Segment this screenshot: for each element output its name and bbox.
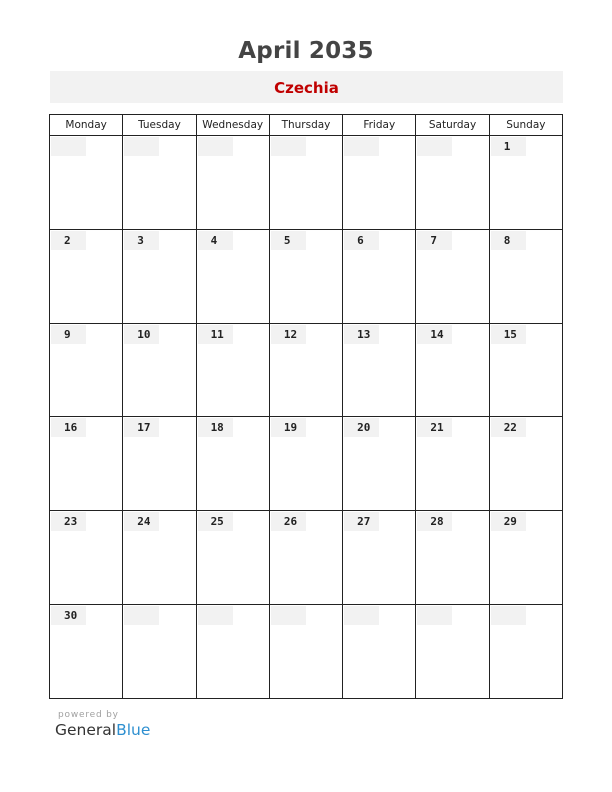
day-cell: [123, 511, 196, 605]
country-name: Czechia: [274, 79, 339, 97]
day-cell: [269, 323, 342, 417]
brand-logo: [55, 721, 150, 739]
day-number-tab: [198, 512, 233, 531]
day-number-tab: [491, 606, 526, 625]
day-number-tab: [491, 325, 526, 344]
day-number-tab: [344, 606, 379, 625]
day-number: 17: [137, 421, 151, 435]
brand-blue-text: Blue: [116, 721, 151, 739]
day-number-tab: [417, 137, 452, 156]
day-number-tab: [417, 512, 452, 531]
day-cell: [269, 605, 342, 699]
day-cell: [50, 136, 123, 230]
day-cell: [489, 323, 562, 417]
calendar-grid: [49, 114, 563, 699]
day-number: 15: [503, 327, 517, 341]
day-number: 9: [64, 327, 71, 341]
day-cell: [489, 605, 562, 699]
day-cell: [489, 229, 562, 323]
day-cell: [196, 417, 269, 511]
day-cell: [489, 511, 562, 605]
day-cell: [123, 605, 196, 699]
day-number: 24: [137, 515, 151, 529]
day-number-tab: [417, 325, 452, 344]
day-number-tab: [198, 606, 233, 625]
day-number-tab: [51, 325, 86, 344]
powered-by-label: powered by: [58, 710, 119, 720]
day-number: 18: [210, 421, 224, 435]
day-number: 25: [210, 515, 224, 529]
day-cell: [343, 511, 416, 605]
day-number-tab: [271, 325, 306, 344]
day-number: 28: [430, 515, 444, 529]
day-number: 2: [64, 233, 71, 247]
day-number: 10: [137, 327, 151, 341]
day-number-tab: [124, 325, 159, 344]
weekday-friday: Friday: [343, 115, 416, 136]
day-number: 1: [503, 140, 511, 153]
day-cell: [196, 229, 269, 323]
day-number-tab: [271, 512, 306, 531]
day-cell: [489, 136, 562, 230]
weekday-tuesday: Tuesday: [123, 115, 196, 136]
day-number-tab: [51, 231, 86, 250]
day-number-tab: [124, 512, 159, 531]
day-cell: [50, 417, 123, 511]
day-cell: [196, 511, 269, 605]
day-number-tab: [198, 418, 233, 437]
day-cell: [416, 511, 489, 605]
day-number: 3: [137, 233, 144, 247]
day-number: 14: [430, 327, 444, 341]
day-cell: [50, 605, 123, 699]
page-title: April 2035: [238, 38, 374, 64]
day-number-tab: [198, 325, 233, 344]
day-number: 5: [283, 233, 291, 247]
day-number-tab: [271, 231, 306, 250]
day-cell: [196, 323, 269, 417]
week-row: [50, 605, 563, 699]
day-cell: [50, 229, 123, 323]
day-cell: [416, 417, 489, 511]
day-cell: [123, 136, 196, 230]
day-number-tab: [51, 512, 86, 531]
day-number-tab: [271, 606, 306, 625]
day-number: 22: [503, 421, 517, 435]
day-number: 21: [430, 421, 444, 435]
day-number-tab: [344, 137, 379, 156]
day-number-tab: [491, 512, 526, 531]
day-number-tab: [491, 231, 526, 250]
day-number-tab: [124, 231, 159, 250]
day-cell: [343, 323, 416, 417]
brand-general-text: General: [55, 721, 117, 739]
day-cell: [123, 323, 196, 417]
day-cell: [343, 229, 416, 323]
day-cell: [269, 511, 342, 605]
week-row: [50, 229, 563, 323]
day-number-tab: [51, 418, 86, 437]
day-cell: [343, 136, 416, 230]
day-number-tab: [344, 418, 379, 437]
day-number-tab: [198, 137, 233, 156]
day-number-tab: [417, 231, 452, 250]
day-cell: [123, 229, 196, 323]
day-number: 16: [64, 421, 78, 435]
day-number: 26: [283, 515, 298, 529]
day-cell: [50, 323, 123, 417]
country-banner: [50, 71, 563, 103]
day-cell: [269, 417, 342, 511]
day-cell: [196, 136, 269, 230]
week-row: [50, 323, 563, 417]
day-number: 29: [503, 515, 517, 529]
day-number: 4: [210, 233, 218, 247]
day-cell: [343, 417, 416, 511]
day-number-tab: [124, 418, 159, 437]
day-cell: [343, 605, 416, 699]
week-row: [50, 511, 563, 605]
day-cell: [489, 417, 562, 511]
weekday-saturday: Saturday: [416, 115, 489, 136]
day-number-tab: [417, 418, 452, 437]
day-number-tab: [198, 231, 233, 250]
day-number: 27: [357, 515, 371, 529]
weekday-header-row: [50, 115, 563, 136]
day-number-tab: [344, 325, 379, 344]
day-number: 8: [503, 233, 511, 247]
day-cell: [416, 229, 489, 323]
day-number: 30: [64, 609, 78, 623]
day-cell: [50, 511, 123, 605]
day-number-tab: [491, 418, 526, 437]
calendar-body: [50, 136, 563, 699]
day-number-tab: [344, 231, 379, 250]
day-number-tab: [271, 137, 306, 156]
day-number: 20: [357, 421, 371, 435]
day-cell: [416, 323, 489, 417]
day-number: 13: [357, 327, 371, 341]
day-number-tab: [491, 137, 526, 156]
day-cell: [196, 605, 269, 699]
day-number-tab: [417, 606, 452, 625]
day-number-tab: [344, 512, 379, 531]
day-number-tab: [51, 137, 86, 156]
day-number-tab: [124, 606, 159, 625]
day-number: 7: [430, 233, 438, 247]
weekday-monday: Monday: [50, 115, 123, 136]
day-number: 23: [64, 515, 78, 529]
day-cell: [416, 136, 489, 230]
week-row: [50, 417, 563, 511]
day-cell: [269, 136, 342, 230]
weekday-wednesday: Wednesday: [196, 115, 269, 136]
day-number-tab: [124, 137, 159, 156]
day-cell: [416, 605, 489, 699]
week-row: [50, 136, 563, 230]
day-cell: [123, 417, 196, 511]
weekday-sunday: Sunday: [489, 115, 562, 136]
day-number-tab: [271, 418, 306, 437]
day-number: 19: [283, 421, 298, 435]
day-number: 11: [210, 327, 224, 341]
day-number: 6: [357, 233, 364, 247]
day-cell: [269, 229, 342, 323]
day-number: 12: [283, 327, 298, 341]
weekday-thursday: Thursday: [269, 115, 342, 136]
day-number-tab: [51, 606, 86, 625]
